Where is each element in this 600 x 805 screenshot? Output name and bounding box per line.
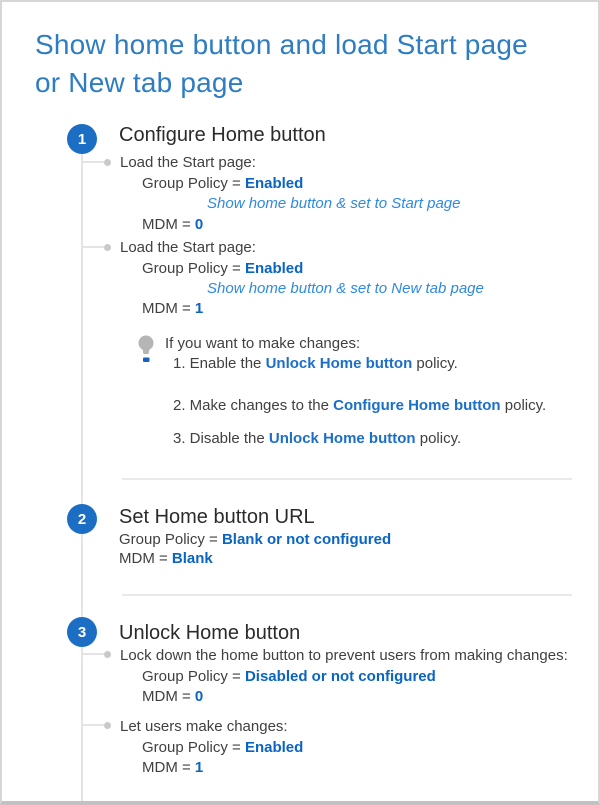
group-policy-value: Blank or not configured [221,531,392,548]
group-policy-label: Group Policy = [142,739,245,756]
section-separator [122,594,572,596]
section-2-heading: Set Home button URL [119,506,315,528]
group-policy-label: Group Policy = [142,668,245,685]
step-1-number: 1 [77,130,87,148]
group-policy-row [142,175,303,192]
group-policy-label: Group Policy = [142,260,245,277]
branch-dot-icon [104,159,111,166]
mdm-value: 0 [194,688,204,705]
branch-dot-icon [104,244,111,251]
group-policy-value: Disabled or not configured [244,668,436,685]
item-label: Load the Start page: [120,154,256,171]
tip-intro: If you want to make changes: [165,335,361,352]
page-title-line-2: or New tab page [35,67,244,98]
group-policy-value: Enabled [244,260,304,277]
branch-connector [83,724,104,726]
item-label: Let users make changes: [120,718,288,735]
lightbulb-icon [138,335,155,370]
policy-caption: Show home button & set to Start page [207,195,461,212]
mdm-row [142,300,203,317]
mdm-value: Blank [171,550,213,567]
section-1-heading: Configure Home button [119,124,326,146]
branch-connector [83,246,104,248]
mdm-label: MDM = [142,216,195,233]
tip-step-pre: 2. Make changes to the [173,397,334,414]
group-policy-row [142,739,303,756]
item-label: Load the Start page: [120,239,256,256]
step-3-badge [67,617,97,647]
tip-step [173,430,461,447]
group-policy-label: Group Policy = [142,175,245,192]
mdm-label: MDM = [142,300,195,317]
tip-step-pre: 1. Enable the [173,355,266,372]
page-title [35,26,528,102]
tip-step-post: policy. [500,397,547,414]
branch-dot-icon [104,651,111,658]
item-label: Lock down the home button to prevent users from making changes: [120,647,568,664]
mdm-label: MDM = [119,550,172,567]
policy-link[interactable]: Unlock Home button [265,355,413,372]
mdm-value: 1 [194,300,204,317]
group-policy-row [142,260,303,277]
group-policy-label: Group Policy = [119,531,222,548]
mdm-label: MDM = [142,688,195,705]
step-2-number: 2 [77,510,87,528]
section-separator [122,478,572,480]
mdm-row [119,550,213,567]
tip-step-post: policy. [415,430,462,447]
group-policy-value: Enabled [244,175,304,192]
policy-link[interactable]: Configure Home button [333,397,501,414]
mdm-row [142,759,203,776]
step-1-badge [67,124,97,154]
tip-step-pre: 3. Disable the [173,430,269,447]
tip-step-post: policy. [412,355,458,372]
step-2-badge [67,504,97,534]
branch-dot-icon [104,722,111,729]
branch-connector [83,161,104,163]
mdm-value: 0 [194,216,204,233]
branch-connector [83,653,104,655]
group-policy-value: Enabled [244,739,304,756]
step-3-number: 3 [77,623,87,641]
mdm-value: 1 [194,759,204,776]
page-title-line-1: Show home button and load Start page [35,29,528,60]
policy-caption: Show home button & set to New tab page [207,280,484,297]
policy-link[interactable]: Unlock Home button [268,430,416,447]
mdm-row [142,216,203,233]
section-3-heading: Unlock Home button [119,622,301,644]
mdm-row [142,688,203,705]
tip-step [173,397,546,414]
connector-rail [81,152,83,803]
tip-step [173,355,458,372]
group-policy-row [119,531,391,548]
mdm-label: MDM = [142,759,195,776]
group-policy-row [142,668,436,685]
